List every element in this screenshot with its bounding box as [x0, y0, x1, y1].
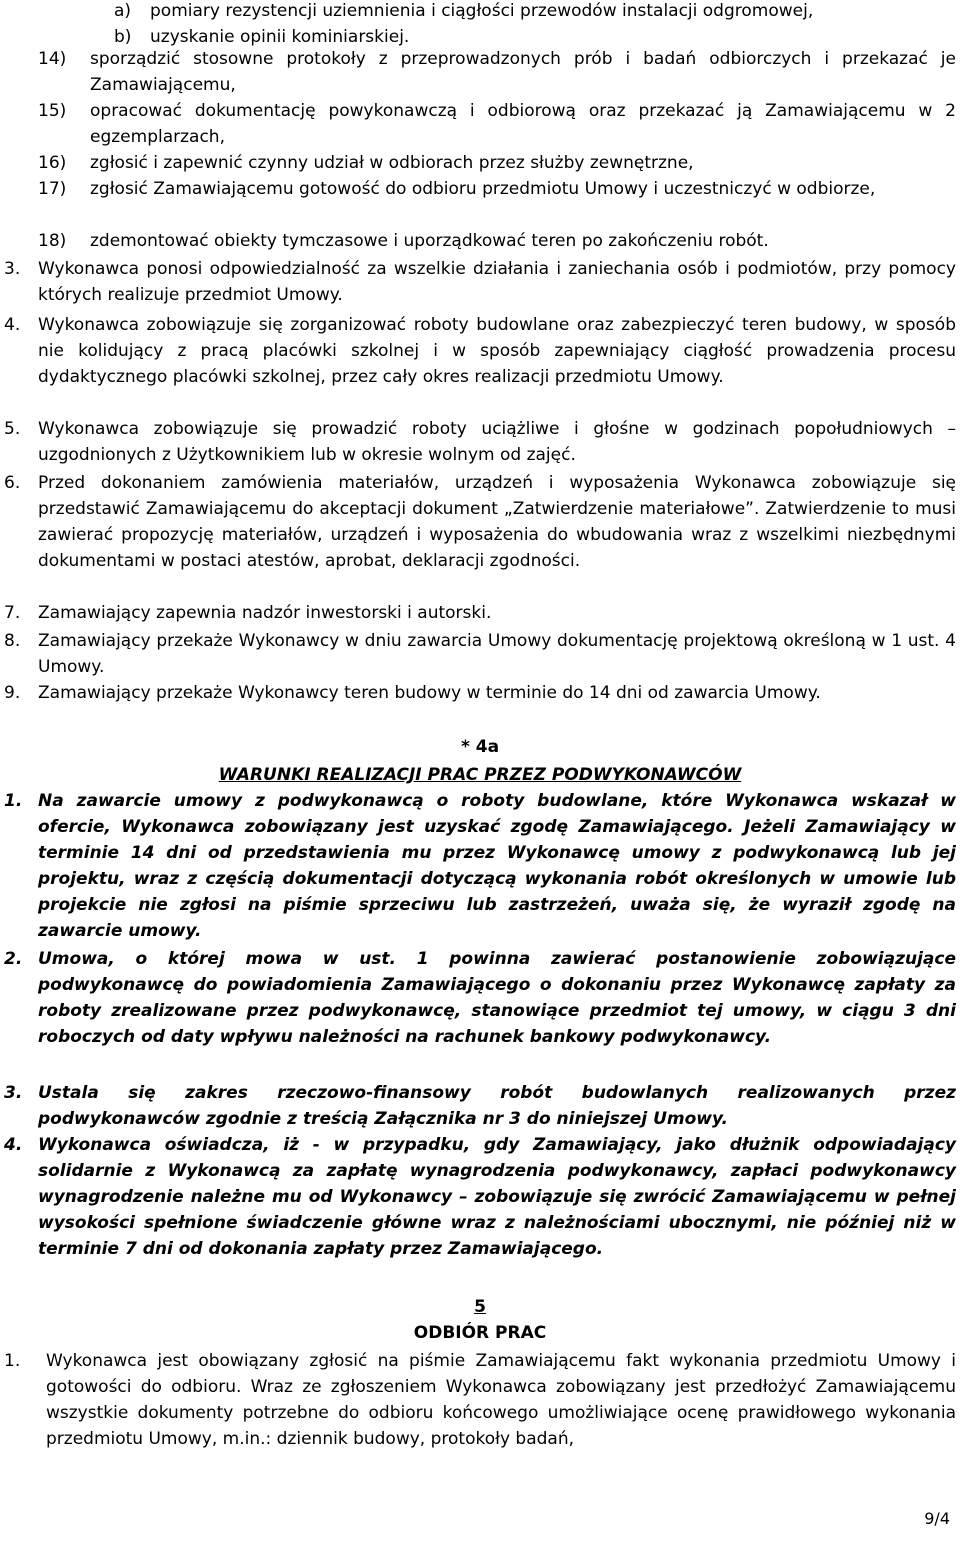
- list-label: 18): [38, 231, 67, 251]
- section-item-label: 4.: [4, 1135, 23, 1155]
- section-item-text: Ustala się zakres rzeczowo-finansowy robót budowlanych realizowanych przez podwykonawców zgodnie z treścią Załącznika nr 3 do niniejszej Umowy.: [38, 1083, 956, 1129]
- section-item-text: Wykonawca oświadcza, iż - w przypadku, gdy Zamawiający, jako dłużnik odpowiadający solidarnie z Wykonawcą za zapłatę wynagrodzenia podwykonawcy, zapłaci podwykonawcy wynagrodzenie należne mu od Wykonawcy – zobowiązuje się zwrócić Zamawiającemu w pełnej wysokości spełnione świadczenie główne wraz z należnościami ubocznymi, nie później niż w terminie 7 dni od dokonania zapłaty przez Zamawiającego.: [38, 1135, 956, 1259]
- point-item: [4, 312, 956, 390]
- point-label: 4.: [4, 315, 21, 335]
- list-label: a): [114, 1, 132, 21]
- point-text: Zamawiający przekaże Wykonawcy w dniu zawarcia Umowy dokumentację projektową określoną w 1 ust. 4 Umowy.: [38, 631, 956, 677]
- point-text: Wykonawca ponosi odpowiedzialność za wszelkie działania i zaniechania osób i podmiotów, przy pomocy których realizuje przedmiot Umowy.: [38, 259, 956, 305]
- point-text: Zamawiający przekaże Wykonawcy teren budowy w terminie do 14 dni od zawarcia Umowy.: [38, 683, 821, 703]
- section-item-text: Wykonawca jest obowiązany zgłosić na piśmie Zamawiającemu fakt wykonania przedmiotu Umowy i gotowości do odbioru. Wraz ze zgłoszeniem Wykonawca zobowiązany jest przedłożyć Zamawiającemu wszystkie dokumenty potrzebne do odbioru końcowego umożliwiające ocenę prawidłowego wykonania przedmiotu Umowy, m.in.: dziennik budowy, protokoły badań,: [46, 1351, 956, 1449]
- list-text: uzyskanie opinii kominiarskiej.: [150, 27, 410, 47]
- list-item: [38, 228, 956, 254]
- page-number: 9/4: [924, 1509, 950, 1528]
- section-title: WARUNKI REALIZACJI PRAC PRZEZ PODWYKONAWCÓW: [218, 765, 742, 785]
- section-number: 5: [474, 1297, 486, 1317]
- section-item-label: 3.: [4, 1083, 23, 1103]
- list-text: zdemontować obiekty tymczasowe i uporządkować teren po zakończeniu robót.: [90, 231, 769, 251]
- list-item: [38, 176, 956, 202]
- point-label: 3.: [4, 259, 21, 279]
- list-item: [38, 98, 956, 150]
- point-label: 6.: [4, 473, 21, 493]
- list-text: sporządzić stosowne protokoły z przeprowadzonych prób i badań odbiorczych i przekazać je Zamawiającemu,: [90, 49, 956, 95]
- section-item-label: 1.: [4, 791, 23, 811]
- point-label: 8.: [4, 631, 21, 651]
- section-item: [4, 946, 956, 1050]
- point-text: Wykonawca zobowiązuje się prowadzić roboty uciążliwe i głośne w godzinach popołudniowych – uzgodnionych z Użytkownikiem lub w okresie wolnym od zajęć.: [38, 419, 956, 465]
- point-text: Wykonawca zobowiązuje się zorganizować roboty budowlane oraz zabezpieczyć teren budowy, w sposób nie kolidujący z pracą placówki szkolnej i w sposób zapewniający ciągłość prowadzenia procesu dydaktycznego placówki szkolnej, przez cały okres realizacji przedmiotu Umowy.: [38, 315, 956, 387]
- point-text: Zamawiający zapewnia nadzór inwestorski i autorski.: [38, 603, 492, 623]
- point-item: [4, 680, 956, 706]
- list-label: 16): [38, 153, 67, 173]
- section-item: [4, 788, 956, 944]
- section-item: [4, 1132, 956, 1262]
- list-text: zgłosić i zapewnić czynny udział w odbiorach przez służby zewnętrzne,: [90, 153, 694, 173]
- list-label: b): [114, 27, 132, 47]
- section-item-label: 2.: [4, 949, 23, 969]
- point-item: [4, 600, 956, 626]
- list-text: zgłosić Zamawiającemu gotowość do odbioru przedmiotu Umowy i uczestniczyć w odbiorze,: [90, 179, 876, 199]
- point-label: 5.: [4, 419, 21, 439]
- section-item-text: Na zawarcie umowy z podwykonawcą o roboty budowlane, które Wykonawca wskazał w ofercie, Wykonawca zobowiązany jest uzyskać zgodę Zamawiającego. Jeżeli Zamawiający w terminie 14 dni od przedstawienia mu przez Wykonawcę umowy z podwykonawcą lub jej projektu, wraz z częścią dokumentacji dotyczącą wykonania robót określonych w umowie lub projekcie nie zgłosi na piśmie sprzeciwu lub zastrzeżeń, uważa się, że wyraził zgodę na zawarcie umowy.: [38, 791, 956, 941]
- section-item: [4, 1080, 956, 1132]
- section-number: * 4a: [460, 737, 500, 757]
- point-item: [4, 256, 956, 308]
- list-item: [114, 0, 960, 24]
- section-item: [4, 1348, 956, 1452]
- section-title: ODBIÓR PRAC: [413, 1323, 547, 1343]
- point-item: [4, 416, 956, 468]
- point-item: [4, 628, 956, 680]
- section-item-label: 1.: [4, 1351, 21, 1371]
- list-label: 15): [38, 101, 67, 121]
- list-item: [38, 46, 956, 98]
- point-item: [4, 470, 956, 574]
- point-label: 7.: [4, 603, 21, 623]
- point-text: Przed dokonaniem zamówienia materiałów, urządzeń i wyposażenia Wykonawca zobowiązuje się przedstawić Zamawiającemu do akceptacji dokument „Zatwierdzenie materiałowe”. Zatwierdzenie to musi zawierać propozycję materiałów, urządzeń i wyposażenia do wbudowania wraz z wszelkimi niezbędnymi dokumentami w postaci atestów, aprobat, deklaracji zgodności.: [38, 473, 956, 571]
- point-label: 9.: [4, 683, 21, 703]
- list-text: pomiary rezystencji uziemnienia i ciągłości przewodów instalacji odgromowej,: [150, 1, 814, 21]
- list-text: opracować dokumentację powykonawczą i odbiorową oraz przekazać ją Zamawiającemu w 2 egzemplarzach,: [90, 101, 956, 147]
- list-label: 17): [38, 179, 67, 199]
- list-item: [38, 150, 956, 176]
- list-label: 14): [38, 49, 67, 69]
- section-item-text: Umowa, o której mowa w ust. 1 powinna zawierać postanowienie zobowiązujące podwykonawcę do powiadomienia Zamawiającego o dokonaniu przez Wykonawcę zapłaty za roboty zrealizowane przez podwykonawcę, stanowiące przedmiot tej umowy, w ciągu 3 dni roboczych od daty wpływu należności na rachunek bankowy podwykonawcy.: [38, 949, 956, 1047]
